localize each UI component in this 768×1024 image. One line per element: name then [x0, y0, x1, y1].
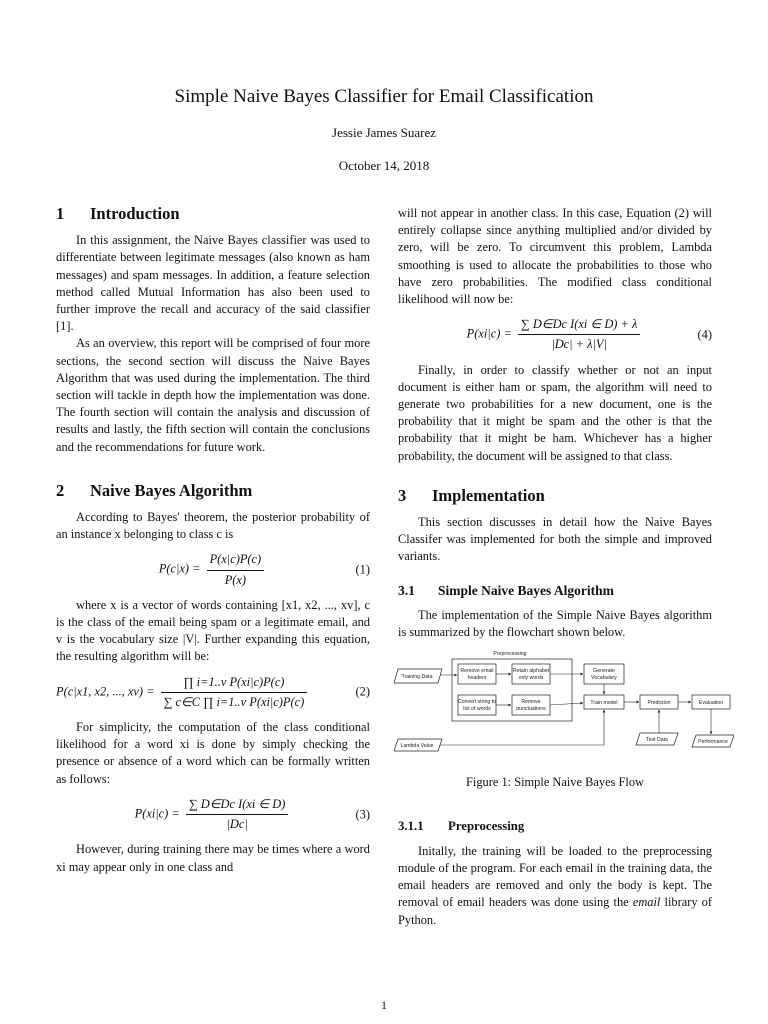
label-evaluation: Evaluation — [698, 700, 724, 707]
convert-string-node — [458, 695, 496, 715]
subsection-heading-simple-nb: 3.1 Simple Naive Bayes Algorithm — [398, 582, 614, 598]
right-column — [398, 205, 728, 929]
remove-headers-node — [458, 664, 496, 684]
label-generate-vocab-2: Vocabulary — [591, 675, 617, 682]
label-lambda-value: Lambda Value — [400, 743, 434, 750]
generate-vocab-node — [584, 664, 624, 684]
paragraph: As an overview, this report will be comprised of four more sections, the second section will discuss the Naive Bayes Algorithm that was used during the implementation. The third section will tackle in depth how the implementation was done. The fourth section will contain the analysis and discussion of results and lastly, the fifth section will contain the conclusions and the recommendations for future work. — [56, 336, 370, 454]
page-number: 1 — [381, 998, 387, 1012]
figure-flowchart — [398, 647, 728, 764]
label-remove-punct-1: Remove — [521, 699, 541, 706]
equation-2: P(c|x1, x2, ..., xv) = $\frac{\text{∏ i=1..v P(xi|c)P(c)}}{\text{∑ c∈C ∏ i=1..v P(xi|c)P(c)}}$ (2) — [56, 674, 370, 709]
label-test-data: Test Data — [646, 737, 668, 744]
paragraph: According to Bayes' theorem, the posterior probability of an instance x belonging to class c is — [56, 510, 370, 542]
label-convert-1: Convert string to — [457, 699, 497, 706]
arrow — [550, 703, 583, 705]
label-train-model: Train model — [590, 700, 618, 707]
paragraph: Finally, in order to classify whether or not an input document is either ham or spam, the algorithm will need to generate two probabilities for a new document, one is the probability that it might be spam and the other is that the probability that it might be ham. Whichever has a higher probability, the document will be assigned to that class. — [398, 362, 712, 463]
label-remove-punct-2: punctuations — [516, 706, 546, 713]
paragraph: will not appear in another class. In this case, Equation (2) will entirely collapse since anything multiplied and/or divided by zero, will be zero. To circumvent this problem, Lambda smoothing is used to allocate the probabilities to those who have zero probabilities. The modified class conditional likelihood will now be: — [398, 206, 712, 307]
equation-4: P(xi|c) = $\frac{\text{∑ D∈Dc I(xi ∈ D) + λ}}{|Dc| + \lambda|V|}$ (4) — [466, 317, 712, 352]
label-retain-alpha-1: Retain alphabet — [512, 668, 550, 675]
section-heading-implementation: 3 Implementation — [398, 485, 545, 505]
paragraph: For simplicity, the computation of the class conditional likelihood for a word xi is done by simply checking the presence or absence of a word which can be formally written as follows: — [56, 720, 370, 786]
paragraph: Initally, the training will be loaded to the preprocessing module of the program. For each email in the training data, the email headers are removed and only the body is kept. The removal of email headers was done using the email library of Python. — [398, 843, 713, 927]
label-generate-vocab-1: Generate — [593, 668, 615, 675]
equation-1: P(c|x) = $\frac{P(x|c)P(c)}{P(x)}$ (1) — [158, 552, 370, 587]
label-remove-headers-2: headers — [467, 675, 487, 682]
paper-author: Jessie James Suarez — [332, 125, 436, 140]
paragraph: The implementation of the Simple Naive Bayes algorithm is summarized by the flowchart shown below. — [398, 607, 712, 640]
flowchart-svg — [394, 647, 734, 759]
figure-caption: Figure 1: Simple Naive Bayes Flow — [466, 775, 644, 790]
label-remove-headers-1: Remove email — [460, 668, 494, 675]
paragraph: where x is a vector of words containing [x1, x2, ..., xv], c is the class of the email being spam or a legitimate email, and v is the vocabulary size |V|. Further expanding this equation, the resulting algorithm will be: — [56, 597, 370, 664]
retain-alpha-node — [512, 664, 550, 684]
paragraph: This section discusses in detail how the Naive Bayes Classifer was implemented for both the simple and improved variants. — [398, 515, 712, 564]
paragraph: In this assignment, the Naive Bayes classifier was used to differentiate between legitimate messages (also known as ham messages) and spam messages. In addition, a feature selection method called Mutual Information has also been used to further improve the recall and accuracy of the said classifier [1]. — [56, 233, 370, 334]
label-preprocessing: Preprocessing — [493, 651, 527, 658]
left-column — [56, 205, 370, 876]
paper-date: October 14, 2018 — [338, 158, 430, 173]
equation-3: P(xi|c) = $\frac{\text{∑ D∈Dc I(xi ∈ D)}}{|Dc|}$ (3) — [134, 796, 370, 832]
subsubsection-heading-preprocessing: 3.1.1 Preprocessing — [398, 818, 525, 833]
label-training-data: Training Data — [401, 674, 433, 681]
section-heading-naive-bayes: 2 Naive Bayes Algorithm — [56, 480, 253, 500]
remove-punct-node — [512, 695, 550, 715]
paragraph: However, during training there may be times where a word xi may appear only in one class and — [56, 842, 370, 874]
paper-title: Simple Naive Bayes Classifier for Email Classification — [174, 86, 594, 107]
section-heading-introduction: 1 Introduction — [56, 204, 180, 223]
label-convert-2: list of words — [463, 706, 491, 713]
label-performance: Performance — [698, 739, 728, 746]
label-retain-alpha-2: only words — [518, 675, 544, 682]
label-prediction: Prediction — [647, 700, 671, 707]
